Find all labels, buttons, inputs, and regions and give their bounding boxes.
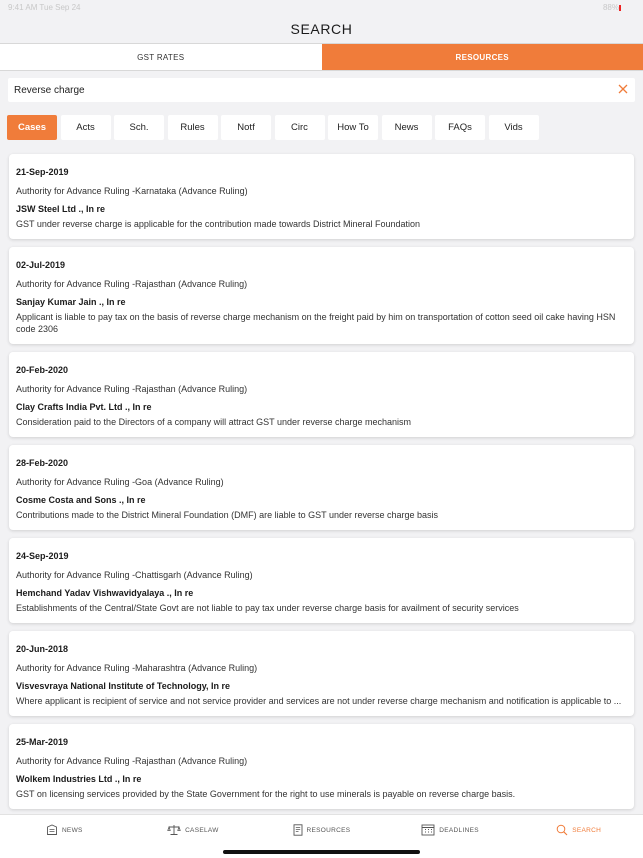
case-card[interactable] [9, 538, 634, 623]
case-authority: Authority for Advance Ruling -Rajasthan (Advance Ruling) [16, 279, 248, 289]
case-card[interactable] [9, 247, 634, 344]
search-input[interactable] [8, 78, 598, 102]
tab-label: DEADLINES [439, 827, 479, 834]
case-party: Hemchand Yadav Vishwavidyalaya ., In re [16, 588, 194, 598]
clear-icon[interactable] [617, 83, 629, 95]
tab-label: SEARCH [572, 827, 602, 834]
case-authority: Authority for Advance Ruling -Chattisgarh (Advance Ruling) [16, 570, 253, 580]
case-card[interactable] [9, 154, 634, 239]
case-summary: Contributions made to the District Mineral Foundation (DMF) are liable to GST under reverse charge basis [16, 510, 439, 520]
header [0, 18, 643, 42]
case-card[interactable] [9, 724, 634, 809]
resources-document-icon [293, 824, 303, 836]
filter-notifications[interactable]: Notf [221, 115, 271, 140]
bottom-tab-bar [0, 814, 643, 858]
case-card[interactable] [9, 445, 634, 530]
caselaw-scales-icon [167, 824, 181, 836]
case-summary: Where applicant is recipient of service and not service provider and services are not under reverse charge mechanism and notification is applicable to ... [16, 696, 622, 706]
results-list[interactable] [9, 154, 634, 810]
segment-gst-rates[interactable]: GST RATES [137, 52, 185, 62]
case-date: 02-Jul-2019 [16, 260, 66, 270]
case-authority: Authority for Advance Ruling -Rajasthan (Advance Ruling) [16, 756, 248, 766]
filter-rules[interactable]: Rules [168, 115, 218, 140]
case-party: Visvesvraya National Institute of Technology, In re [16, 681, 231, 691]
filter-news[interactable]: News [382, 115, 432, 140]
tab-label: NEWS [61, 827, 83, 834]
status-battery: 88% [602, 3, 619, 12]
status-time: 9:41 AM Tue Sep 24 [8, 3, 81, 12]
news-icon [46, 824, 58, 836]
case-date: 24-Sep-2019 [16, 551, 69, 561]
case-date: 21-Sep-2019 [16, 167, 69, 177]
case-date: 25-Mar-2019 [16, 737, 69, 747]
case-date: 28-Feb-2020 [16, 458, 69, 468]
battery-icon [619, 5, 621, 11]
filter-faqs[interactable]: FAQs [435, 115, 485, 140]
case-party: Clay Crafts India Pvt. Ltd ., In re [16, 402, 152, 412]
segment-resources[interactable]: RESOURCES [322, 44, 643, 70]
case-authority: Authority for Advance Ruling -Rajasthan (Advance Ruling) [16, 384, 248, 394]
case-date: 20-Feb-2020 [16, 365, 69, 375]
case-party: Cosme Costa and Sons ., In re [16, 495, 146, 505]
filter-how-to[interactable]: How To [328, 115, 378, 140]
case-card[interactable] [9, 352, 634, 437]
case-summary: Establishments of the Central/State Govt are not liable to pay tax under reverse charge basis for availment of security services [16, 603, 519, 613]
case-authority: Authority for Advance Ruling -Goa (Advance Ruling) [16, 477, 224, 487]
case-summary: Consideration paid to the Directors of a company will attract GST under reverse charge mechanism [16, 417, 412, 427]
home-indicator [223, 850, 420, 854]
case-summary: Applicant is liable to pay tax on the basis of reverse charge mechanism on the freight paid by him on transportation of cotton seed oil cake having HSN code 2306 [16, 312, 616, 334]
tab-label: RESOURCES [306, 827, 351, 834]
case-authority: Authority for Advance Ruling -Maharashtra (Advance Ruling) [16, 663, 258, 673]
filter-tabs [7, 115, 542, 140]
status-bar [0, 0, 643, 16]
filter-schedules[interactable]: Sch. [114, 115, 164, 140]
case-party: JSW Steel Ltd ., In re [16, 204, 106, 214]
filter-cases[interactable]: Cases [7, 115, 57, 140]
case-summary: GST under reverse charge is applicable for the contribution made towards District Mineral Foundation [16, 219, 421, 229]
deadlines-calendar-icon [421, 824, 435, 836]
filter-acts[interactable]: Acts [61, 115, 111, 140]
tab-search[interactable] [514, 815, 643, 858]
page-title: SEARCH [290, 21, 353, 37]
tab-news[interactable] [0, 815, 129, 858]
search-box [8, 78, 635, 102]
case-card[interactable] [9, 631, 634, 716]
segmented-control [0, 43, 643, 71]
filter-circulars[interactable]: Circ [275, 115, 325, 140]
filter-videos[interactable]: Vids [489, 115, 539, 140]
tab-label: CASELAW [185, 827, 219, 834]
search-icon [556, 824, 568, 836]
case-party: Wolkem Industries Ltd ., In re [16, 774, 142, 784]
case-date: 20-Jun-2018 [16, 644, 69, 654]
case-summary: GST on licensing services provided by the State Government for the right to use minerals is payable on reverse charge basis. [16, 789, 516, 799]
case-authority: Authority for Advance Ruling -Karnataka (Advance Ruling) [16, 186, 248, 196]
case-party: Sanjay Kumar Jain ., In re [16, 297, 126, 307]
